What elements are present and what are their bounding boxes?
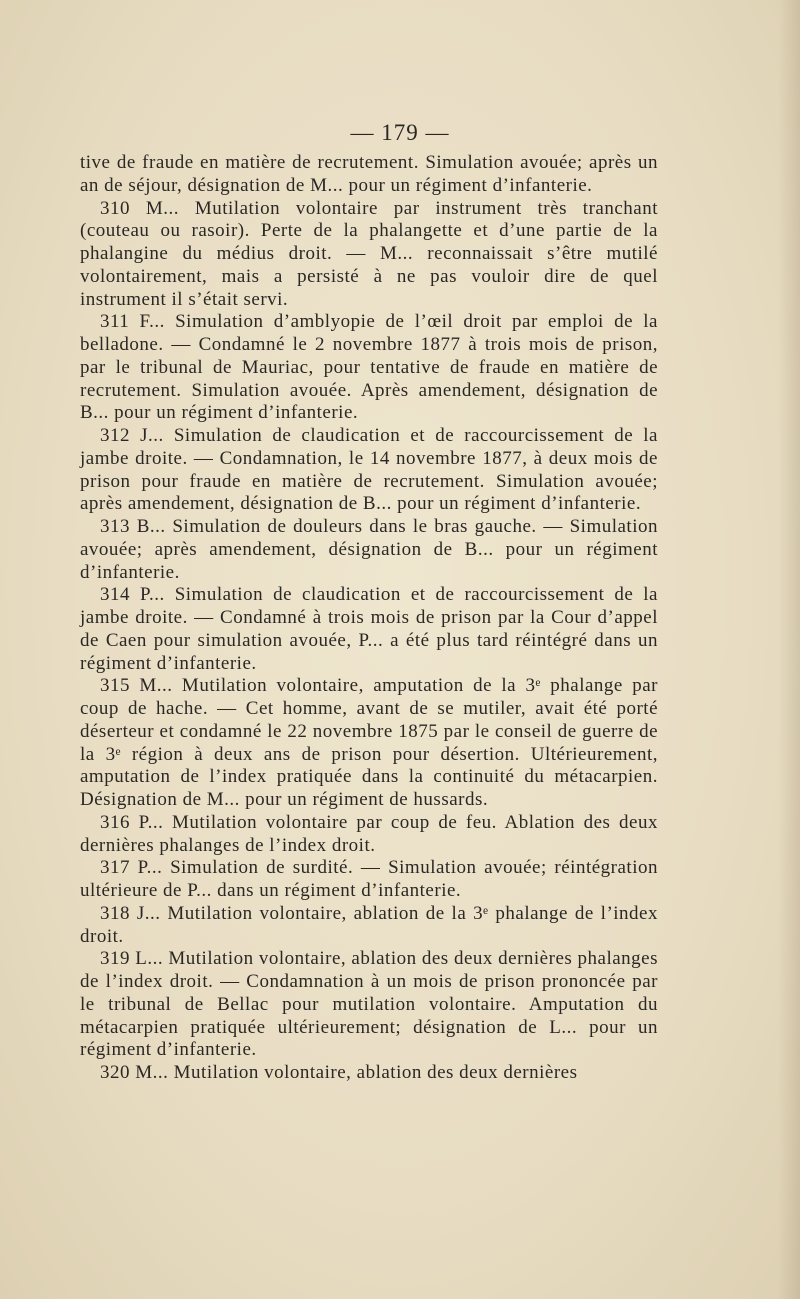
body-text xyxy=(80,152,658,1085)
page-number: — 179 — xyxy=(350,120,450,145)
paragraph-case-318: 318 J... Mutilation volontaire, ablation de la 3ᵉ phalange de l’index droit. xyxy=(80,902,658,947)
paragraph-case-315: 315 M... Mutilation volontaire, amputation de la 3ᵉ phalange par coup de hache. — Cet homme, avant de se mutiler, avait été porté déserteur et condamné le 22 novembre 1875 par le conseil de guerre de la 3ᵉ région à deux ans de prison pour désertion. Ultérieurement, amputation de l’index pratiquée dans la continuité du métacarpien. Désignation de M... pour un régiment de hussards. xyxy=(80,675,658,810)
paragraph-case-310: 310 M... Mutilation volontaire par instrument très tranchant (couteau ou rasoir). Perte de la phalangette et d’une partie de la phalangine du médius droit. — M... reconnaissait s’être mutilé volontairement, mais a persisté à ne pas vouloir dire de quel instrument il s’était servi. xyxy=(80,197,658,310)
paragraph-case-313: 313 B... Simulation de douleurs dans le bras gauche. — Simulation avouée; après amendement, désignation de B... pour un régiment d’infanterie. xyxy=(80,516,658,583)
page-edge-shadow xyxy=(778,0,800,1299)
paragraph-case-314: 314 P... Simulation de claudication et de raccourcissement de la jambe droite. — Condamné à trois mois de prison par la Cour d’appel de Caen pour simulation avouée, P... a été plus tard réintégré dans un régiment d’infanterie. xyxy=(80,584,658,674)
paragraph-case-320: 320 M... Mutilation volontaire, ablation des deux dernières xyxy=(100,1062,578,1083)
paragraph-continuation: tive de fraude en matière de recrutement. Simulation avouée; après un an de séjour, désignation de M... pour un régiment d’infanterie. xyxy=(80,152,658,196)
paragraph-case-312: 312 J... Simulation de claudication et de raccourcissement de la jambe droite. — Condamnation, le 14 novembre 1877, à deux mois de prison pour fraude en matière de recrutement. Simulation avouée; après amendement, désignation de B... pour un régiment d’infanterie. xyxy=(80,425,658,515)
paragraph-case-317: 317 P... Simulation de surdité. — Simulation avouée; réintégration ultérieure de P... dans un régiment d’infanterie. xyxy=(80,857,658,901)
paragraph-case-316: 316 P... Mutilation volontaire par coup de feu. Ablation des deux dernières phalanges de l’index droit. xyxy=(80,811,658,856)
paragraph-case-319: 319 L... Mutilation volontaire, ablation des deux dernières phalanges de l’index droit. — Condamnation à un mois de prison prononcée par le tribunal de Bellac pour mutilation volontaire. Amputation du métacarpien pratiquée ultérieurement; désignation de L... pour un régiment d’infanterie. xyxy=(80,948,658,1061)
paragraph-case-311: 311 F... Simulation d’amblyopie de l’œil droit par emploi de la belladone. — Condamné le 2 novembre 1877 à trois mois de prison, par le tribunal de Mauriac, pour tentative de fraude en matière de recrutement. Simulation avouée. Après amendement, désignation de B... pour un régiment d’infanterie. xyxy=(80,311,658,424)
